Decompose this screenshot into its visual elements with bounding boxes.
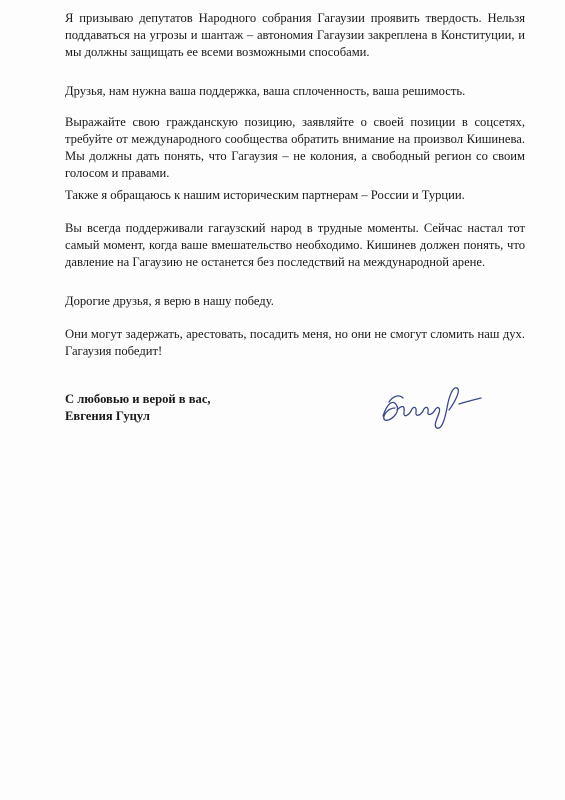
paragraph-civic-position: Выражайте свою гражданскую позицию, заявляйте о своей позиции в соцсетях, требуйте от международного сообщества обратить внимание на произвол Кишинева. Мы должны дать понять, что Гагаузия – не колония, а свободный регион со своим голосом и правами. [65, 115, 525, 180]
handwritten-signature [375, 378, 505, 438]
closing-line: С любовью и верой в вас, [65, 392, 211, 406]
paragraph-friends-support: Друзья, нам нужна ваша поддержка, ваша сплоченность, ваша решимость. [65, 84, 466, 98]
paragraph-intervention: Вы всегда поддерживали гагаузский народ в трудные моменты. Сейчас настал тот самый момент, когда ваше вмешательство необходимо. Кишинев должен понять, что давление на Гагаузию не останется без последствий на международной арене. [65, 221, 525, 269]
author-name: Евгения Гуцул [65, 409, 150, 423]
paragraph-final: Они могут задержать, арестовать, посадить меня, но они не смогут сломить наш дух. Гагаузия победит! [65, 327, 525, 358]
paragraph-appeal-deputies: Я призываю депутатов Народного собрания Гагаузии проявить твердость. Нельзя поддаваться на угрозы и шантаж – автономия Гагаузии закреплена в Конституции, и мы должны защищать ее всеми возможными способами. [65, 11, 525, 59]
paragraph-partners: Также я обращаюсь к нашим историческим партнерам – России и Турции. [65, 188, 465, 202]
letter-closing [65, 391, 365, 425]
paragraph-victory-belief: Дорогие друзья, я верю в нашу победу. [65, 294, 274, 308]
